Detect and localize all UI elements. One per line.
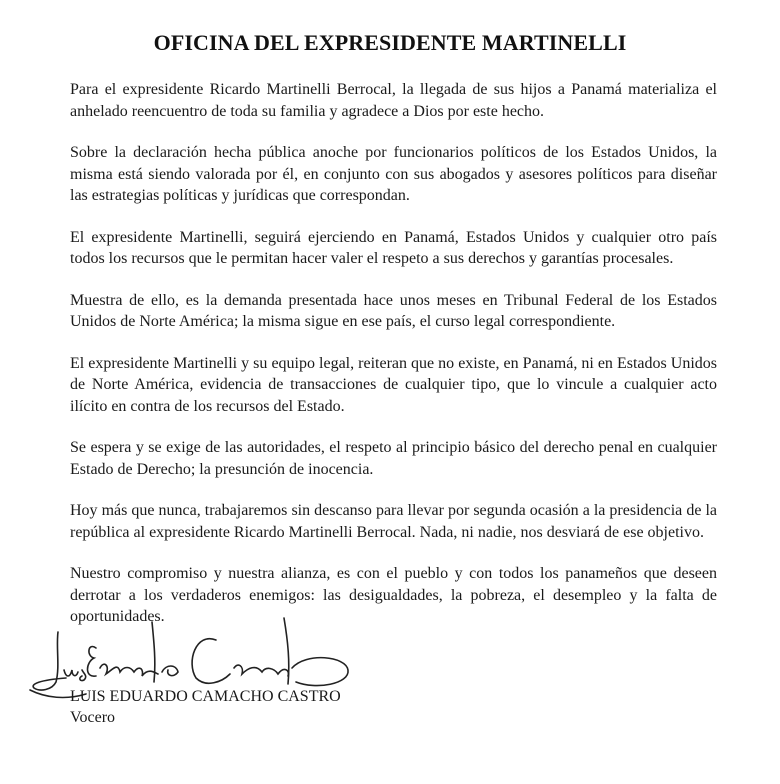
paragraph-family-reunion: Para el expresidente Ricardo Martinelli Berrocal, la llegada de sus hijos a Panamá materializa el anhelado reencuentro de toda su familia y agradece a Dios por este hecho. [70,81,717,120]
paragraph-presumption-innocence: Se espera y se exige de las autoridades, el respeto al principio básico del derecho penal en cualquier Estado de Derecho; la presunción de inocencia. [70,439,717,478]
signature-block [70,686,341,728]
signatory-name: LUIS EDUARDO CAMACHO CASTRO [70,688,341,705]
paragraph-no-evidence: El expresidente Martinelli y su equipo legal, reiteran que no existe, en Panamá, ni en Estados Unidos de Norte América, evidencia de transacciones de cualquier tipo, que lo vincule a cualquier acto ilícito en contra de los recursos del Estado. [70,354,717,415]
document-body [70,79,717,628]
paragraph-legal-resources: El expresidente Martinelli, seguirá ejerciendo en Panamá, Estados Unidos y cualquier otro país todos los recursos que le permitan hacer valer el respeto a sus derechos y garantías procesales. [70,228,717,267]
signatory-role: Vocero [70,709,116,726]
document-title: OFICINA DEL EXPRESIDENTE MARTINELLI [153,30,627,55]
paragraph-federal-lawsuit: Muestra de ello, es la demanda presentada hace unos meses en Tribunal Federal de los Estados Unidos de Norte América; la misma sigue en ese país, el curso legal correspondiente. [70,291,717,330]
paragraph-commitment: Nuestro compromiso y nuestra alianza, es con el pueblo y con todos los panameños que deseen derrotar a los verdaderos enemigos: las desigualdades, la pobreza, el desempleo y la falta de oportunidades. [70,565,717,625]
paragraph-us-declaration: Sobre la declaración hecha pública anoche por funcionarios políticos de los Estados Unidos, la misma está siendo valorada por él, en conjunto con sus abogados y asesores políticos para diseñar las estrategias políticas y jurídicas que correspondan. [70,144,717,204]
paragraph-presidency-goal: Hoy más que nunca, trabajaremos sin descanso para llevar por segunda ocasión a la presidencia de la república al expresidente Ricardo Martinelli Berrocal. Nada, ni nadie, nos desviará de ese objetivo. [70,502,717,541]
